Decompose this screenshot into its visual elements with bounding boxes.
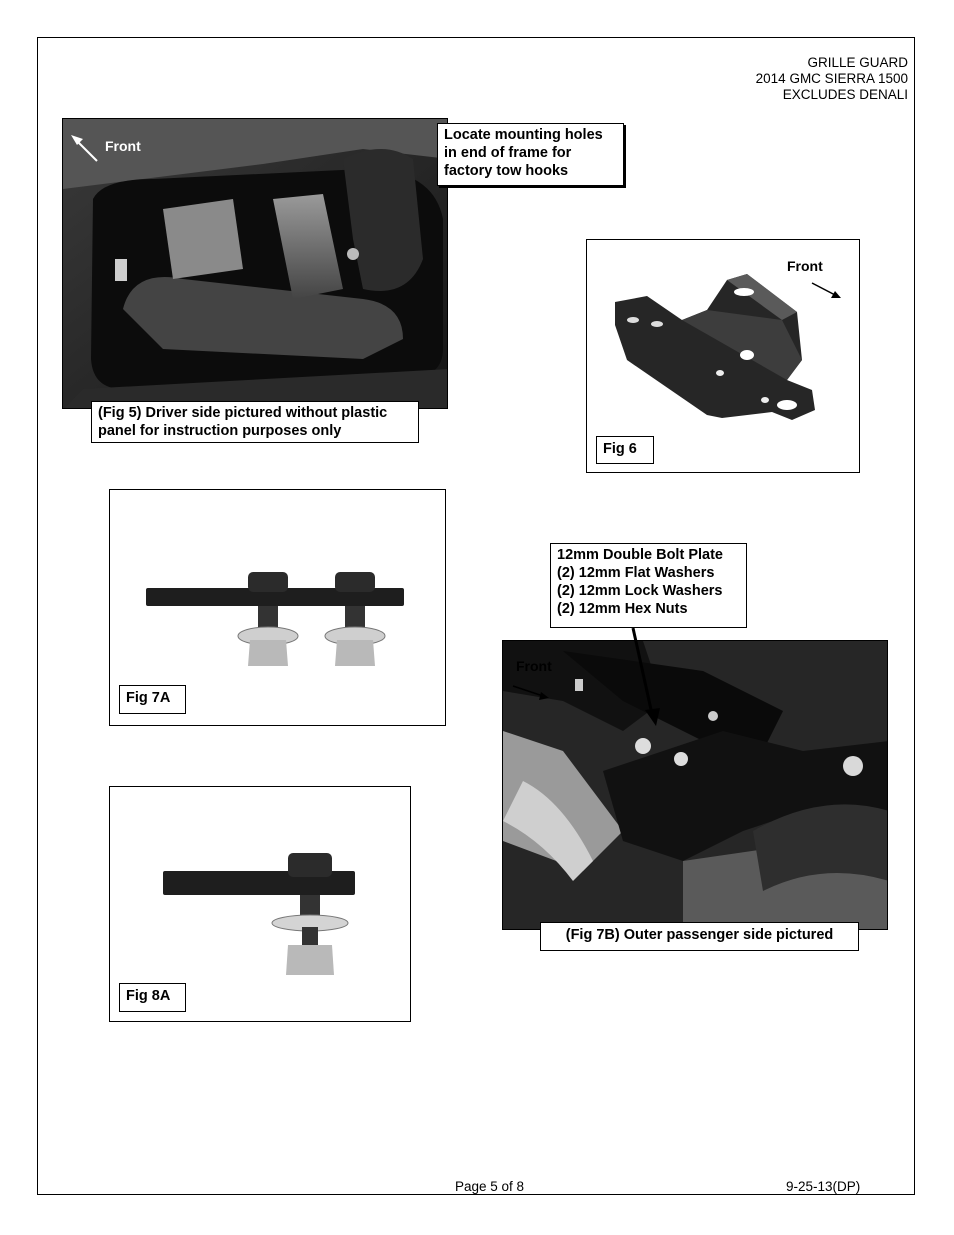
footer-page-number: Page 5 of 8 [455, 1179, 525, 1194]
fig6-caption-text: Fig 6 [603, 441, 637, 457]
fig5-caption-line2: panel for instruction purposes only [98, 423, 342, 439]
fig7b-part-lock-washers: (2) 12mm Lock Washers [557, 583, 723, 599]
fig7a-caption [119, 685, 186, 714]
fig5-callout [437, 123, 624, 186]
fig7b-part-flat-washers: (2) 12mm Flat Washers [557, 565, 715, 581]
fig7b-part-plate: 12mm Double Bolt Plate [557, 547, 723, 563]
fig7b-front-label: Front [516, 658, 552, 674]
fig7b-callout-arrow [620, 626, 670, 731]
fig5-photo [62, 118, 448, 409]
fig7b-caption [540, 922, 859, 951]
fig5-caption [91, 401, 419, 443]
fig8a-caption [119, 983, 186, 1012]
fig5-callout-text: Locate mounting holes in end of frame for factory tow hooks [444, 127, 603, 179]
fig7b-frame-illustration [503, 641, 888, 930]
fig7b-part-hex-nuts: (2) 12mm Hex Nuts [557, 601, 688, 617]
document-header [756, 55, 908, 103]
header-product: GRILLE GUARD [807, 55, 908, 70]
fig7a-frame [109, 489, 446, 726]
fig7b-photo [502, 640, 888, 930]
fig6-frame [586, 239, 860, 473]
fig6-caption [596, 436, 654, 464]
header-exclusion: EXCLUDES DENALI [782, 87, 908, 102]
fig6-front-label: Front [787, 258, 823, 274]
header-vehicle: 2014 GMC SIERRA 1500 [755, 71, 908, 86]
fig5-frame-illustration [63, 119, 448, 409]
fig7b-caption-text: (Fig 7B) Outer passenger side pictured [565, 927, 834, 943]
footer-revision-date: 9-25-13(DP) [786, 1179, 861, 1194]
fig5-caption-line1: (Fig 5) Driver side pictured without plastic [98, 405, 388, 421]
fig7a-caption-text: Fig 7A [126, 690, 171, 706]
fig8a-frame [109, 786, 411, 1022]
fig5-front-label: Front [105, 138, 141, 154]
fig8a-caption-text: Fig 8A [126, 988, 171, 1004]
fig7b-parts-callout [550, 543, 747, 628]
